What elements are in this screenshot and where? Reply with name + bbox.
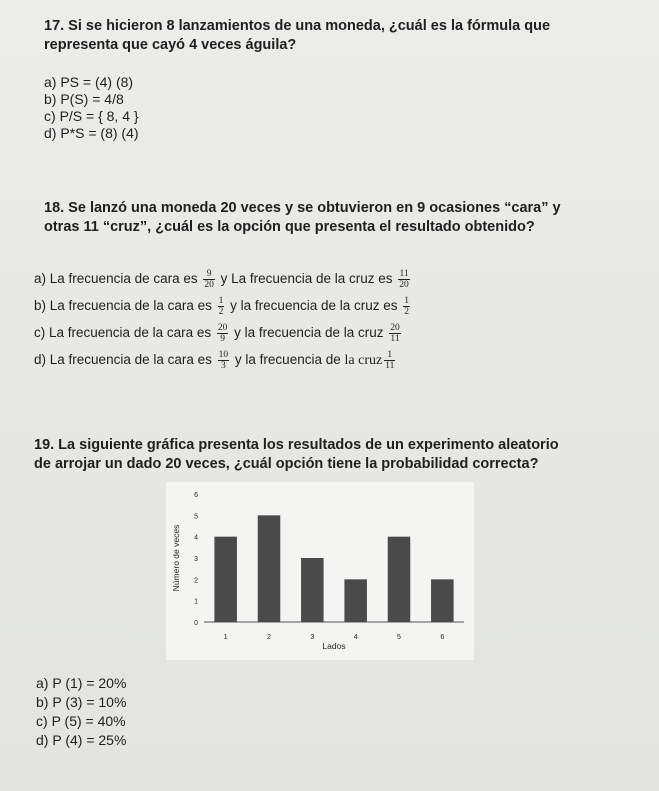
fraction-cruz: $\frac{1}{2}$ xyxy=(404,296,410,317)
chart-svg xyxy=(166,482,474,660)
q17-option-a[interactable]: a) PS = (4) (8) xyxy=(44,74,134,90)
question-18 xyxy=(44,199,561,237)
x-tick-label-1: 1 xyxy=(223,634,228,641)
y-tick-label-4: 4 xyxy=(194,534,198,542)
y-tick-label-3: 3 xyxy=(194,556,198,563)
x-tick-label-4: 4 xyxy=(353,634,358,641)
q18-option-b[interactable]: b) La frecuencia de la cara es $\frac{1}{2}$ y la frecuencia de la cruz es $\frac{1}{2}$ xyxy=(34,296,410,317)
q18-option-c[interactable]: c) La frecuencia de la cara es $\frac{20}{9}$ y la frecuencia de la cruz $\frac{20}{11}$ xyxy=(34,323,400,344)
y-tick-label-2: 2 xyxy=(194,577,198,585)
question-19 xyxy=(34,436,559,474)
x-axis-title: Lados xyxy=(322,641,346,651)
fraction-cara: $\frac{9}{20}$ xyxy=(204,269,214,290)
q18-option-d[interactable]: d) La frecuencia de la cara es $\frac{10}{3}$ y la frecuencia de la cruz $\frac{1}{11}$ xyxy=(34,350,395,371)
fraction-cruz: $\frac{1}{11}$ xyxy=(385,350,395,371)
question-19-line1: 19. La siguiente gráfica presenta los resultados de un experimento aleatorio xyxy=(34,437,559,453)
fraction-cara: $\frac{20}{9}$ xyxy=(217,323,228,344)
bar-2 xyxy=(258,515,281,622)
q19-option-d[interactable]: d) P (4) = 25% xyxy=(36,732,127,748)
question-17-line1: 17. Si se hicieron 8 lanzamientos de una moneda, ¿cuál es la fórmula que xyxy=(44,18,551,34)
y-axis-title: Número de veces xyxy=(171,524,181,592)
bar-4 xyxy=(344,579,367,622)
q19-option-b[interactable]: b) P (3) = 10% xyxy=(36,694,127,710)
x-tick-label-2: 2 xyxy=(267,634,271,641)
question-19-line2: de arrojar un dado 20 veces, ¿cuál opción tiene la probabilidad correcta? xyxy=(34,456,539,472)
fraction-cruz: $\frac{11}{20}$ xyxy=(399,269,409,290)
q18-option-a[interactable]: a) La frecuencia de cara es $\frac{9}{20}$ y La frecuencia de la cruz es $\frac{11}{20}$ xyxy=(34,269,409,290)
question-17-line2: representa que cayó 4 veces águila? xyxy=(44,37,297,53)
fraction-cara: $\frac{10}{3}$ xyxy=(218,350,229,371)
bar-1 xyxy=(214,537,237,622)
fraction-cruz: $\frac{20}{11}$ xyxy=(390,323,400,344)
q17-option-c[interactable]: c) P/S = { 8, 4 } xyxy=(44,108,139,124)
dice-bar-chart xyxy=(166,482,474,660)
x-tick-label-5: 5 xyxy=(397,634,401,641)
q17-option-d[interactable]: d) P*S = (8) (4) xyxy=(44,125,139,141)
x-tick-label-6: 6 xyxy=(440,634,445,641)
bar-6 xyxy=(431,579,454,622)
q19-option-c[interactable]: c) P (5) = 40% xyxy=(36,713,126,729)
fraction-cara: $\frac{1}{2}$ xyxy=(218,296,224,317)
y-tick-label-0: 0 xyxy=(194,620,198,627)
y-tick-label-1: 1 xyxy=(194,598,198,606)
question-18-line1: 18. Se lanzó una moneda 20 veces y se obtuvieron en 9 ocasiones “cara” y xyxy=(44,200,561,216)
q17-option-b[interactable]: b) P(S) = 4/8 xyxy=(44,91,124,107)
y-tick-label-5: 5 xyxy=(194,513,198,521)
y-tick-label-6: 6 xyxy=(194,492,198,499)
bar-3 xyxy=(301,558,324,622)
x-tick-label-3: 3 xyxy=(310,634,315,641)
question-18-line2: otras 11 “cruz”, ¿cuál es la opción que presenta el resultado obtenido? xyxy=(44,219,535,235)
bar-5 xyxy=(388,537,411,622)
question-17 xyxy=(44,17,550,55)
q19-option-a[interactable]: a) P (1) = 20% xyxy=(36,675,127,691)
